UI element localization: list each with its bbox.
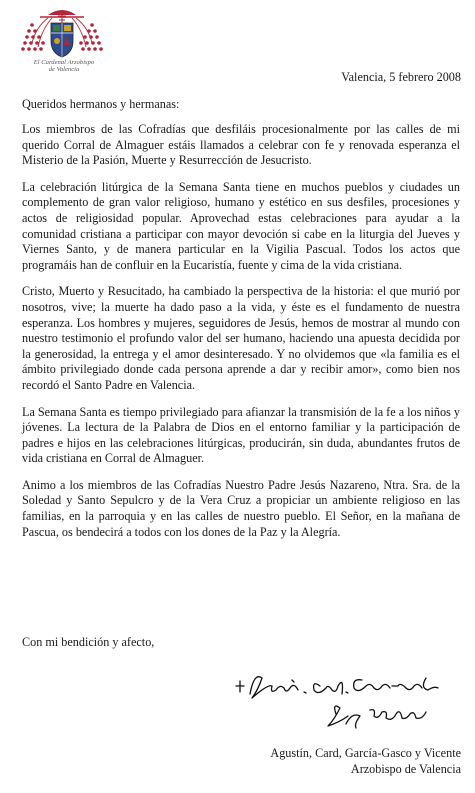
letter-body bbox=[22, 122, 460, 551]
closing-line: Con mi bendición y afecto, bbox=[22, 635, 155, 649]
signer-title: Arzobispo de Valencia bbox=[350, 762, 461, 776]
handwritten-signature bbox=[228, 664, 468, 744]
paragraph: La Semana Santa es tiempo privilegiado para afianzar la transmisión de la fe a los niños y jóvenes. La lectura de la Palabra de Dios en el entorno familiar y la participación de padres e hijos en las celebraciones litúrgicas, producirán, sin duda, abundantes frutos de vida cristiana en Corral de Almaguer. bbox=[22, 404, 460, 466]
crest-caption-line2: de Valencia bbox=[48, 66, 80, 74]
paragraph: Animo a los miembros de las Cofradías Nuestro Padre Jesús Nazareno, Ntra. Sra. de la Soledad y Santo Sepulcro y de la Vera Cruz a propiciar un ambiente religioso en las familias, en la parroquia y en las calles de nuestro pueblo. El Señor, en la mañana de Pascua, os bendecirá a todos con los dones de la Paz y la Alegría. bbox=[22, 477, 460, 539]
paragraph: Los miembros de las Cofradías que desfiláis procesionalmente por las calles de mi querido Corral de Almaguer estáis llamados a celebrar con fe y renovada esperanza el Misterio de la Pasión, Muerte y Resurrección de Jesucristo. bbox=[22, 122, 460, 168]
salutation: Queridos hermanos y hermanas: bbox=[22, 97, 180, 111]
crest-caption-line1: El Cardenal Arzobispo bbox=[33, 59, 95, 66]
signer-name: Agustín, Card, García-Gasco y Vicente bbox=[270, 746, 461, 760]
letter-date: Valencia, 5 febrero 2008 bbox=[341, 70, 461, 84]
signer-block bbox=[270, 745, 461, 777]
crest-caption bbox=[16, 59, 112, 74]
paragraph: Cristo, Muerto y Resucitado, ha cambiado la perspectiva de la historia: el que murió por nosotros, vive; la muerte ha dado paso a la vida, y éste es el fundamento de nuestra esperanza. Los hombres y mujeres, seguidores de Jesús, hemos de mostrar al mundo con nuestro testimonio el profundo valor del ser humano, haciendo una apuesta decidida por la generosidad, la entrega y el amor desinteresado. Y no olvidemos que «la familia es el ámbito privilegiado donde cada persona aprende a dar y recibir amor», como bien nos recordó el Santo Padre en Valencia. bbox=[22, 284, 460, 392]
paragraph: La celebración litúrgica de la Semana Santa tiene en muchos pueblos y ciudades un complemento de gran valor religioso, humano y estético en sus desfiles, procesiones y actos de religiosidad popular. Aprovechad estas celebraciones para ayudar a la comunidad cristiana a participar con mayor devoción si cabe en la liturgia del Jueves y Viernes Santo, y de manera particular en la Vigilia Pascual. Todos los actos que programáis han de confluir en la Eucaristía, fuente y cima de la vida cristiana. bbox=[22, 179, 460, 272]
